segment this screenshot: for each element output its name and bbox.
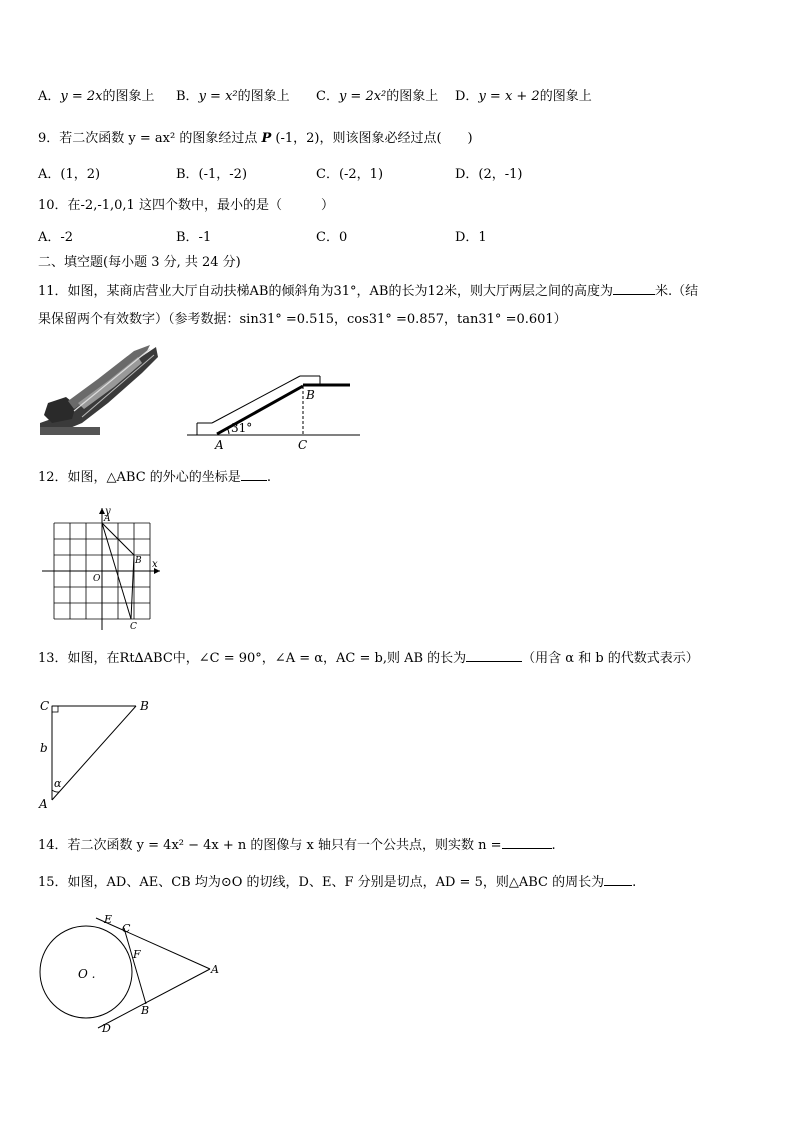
section-heading: 二、填空题(每小题 3 分, 共 24 分) bbox=[38, 255, 241, 270]
angle-label: 31° bbox=[231, 421, 253, 435]
question-11-line1: 11．如图，某商店营业大厅自动扶梯AB的倾斜角为31°，AB的长为12米，则大厅两层之间的高度为 米.（结 bbox=[38, 284, 699, 299]
q8-option-a: A．y = 2x的图象上 bbox=[38, 89, 155, 104]
q10-option-a: A．-2 bbox=[38, 230, 74, 245]
x-axis-label: x bbox=[152, 559, 158, 570]
q10-option-b: B．-1 bbox=[176, 230, 212, 245]
q8-option-d: D．y = x + 2的图象上 bbox=[455, 89, 592, 104]
q9-option-b: B．(-1，-2) bbox=[176, 167, 248, 182]
point-a-label: A bbox=[215, 438, 224, 452]
y-axis-label: y bbox=[105, 506, 111, 517]
q8-option-b: B．y = x²的图象上 bbox=[176, 89, 290, 104]
point-c-label: C bbox=[298, 438, 308, 452]
circle-a-label: A bbox=[211, 963, 219, 976]
circle-c-label: C bbox=[122, 922, 131, 935]
q8-option-c: C．y = 2x²的图象上 bbox=[316, 89, 439, 104]
right-triangle-figure bbox=[36, 694, 166, 814]
circle-e-label: E bbox=[104, 913, 113, 926]
circle-d-label: D bbox=[102, 1022, 111, 1035]
question-11-line2: 果保留两个有效数字）（参考数据：sin31° =0.515，cos31° =0.857，tan31° =0.601） bbox=[38, 312, 567, 327]
coordinate-grid-figure bbox=[38, 504, 168, 634]
grid-point-b-label: B bbox=[135, 556, 142, 566]
grid-point-c-label: C bbox=[130, 622, 137, 632]
circle-b-label: B bbox=[141, 1004, 150, 1017]
grid-point-a-label: A bbox=[104, 514, 111, 524]
q10-option-d: D．1 bbox=[455, 230, 487, 245]
center-o-label: O . bbox=[78, 967, 96, 981]
q9-option-a: A．(1，2) bbox=[38, 167, 101, 182]
tri-a-label: A bbox=[39, 797, 48, 811]
alpha-label: α bbox=[54, 777, 62, 790]
question-14: 14．若二次函数 y = 4x² − 4x + n 的图像与 x 轴只有一个公共点，则实数 n = . bbox=[38, 838, 556, 853]
side-b-label: b bbox=[40, 741, 48, 755]
tri-c-label: C bbox=[40, 699, 50, 713]
question-15: 15．如图，AD、AE、CB 均为⊙O 的切线，D、E、F 分别是切点，AD = 5，则△ABC 的周长为 . bbox=[38, 875, 637, 890]
circle-f-label: F bbox=[133, 948, 141, 961]
q10-option-c: C．0 bbox=[316, 230, 348, 245]
escalator-photo bbox=[38, 343, 160, 438]
tri-b-label: B bbox=[140, 699, 149, 713]
question-13: 13．如图，在Rt∆ABC中，∠C = 90°，∠A = α，AC = b,则 AB 的长为 （用含 α 和 b 的代数式表示） bbox=[38, 651, 699, 666]
point-b-label: B bbox=[306, 388, 315, 402]
question-10: 10．在-2,-1,0,1 这四个数中，最小的是（ ） bbox=[38, 198, 334, 213]
question-9: 9．若二次函数 y = ax² 的图象经过点 P (-1，2)，则该图象必经过点( ) bbox=[38, 131, 473, 146]
q9-option-c: C．(-2，1) bbox=[316, 167, 384, 182]
origin-label: O bbox=[93, 574, 101, 584]
question-12: 12．如图，△ABC 的外心的坐标是 . bbox=[38, 470, 271, 485]
tangent-circle-figure bbox=[38, 908, 228, 1040]
q9-option-d: D．(2，-1) bbox=[455, 167, 523, 182]
escalator-diagram bbox=[185, 368, 365, 456]
